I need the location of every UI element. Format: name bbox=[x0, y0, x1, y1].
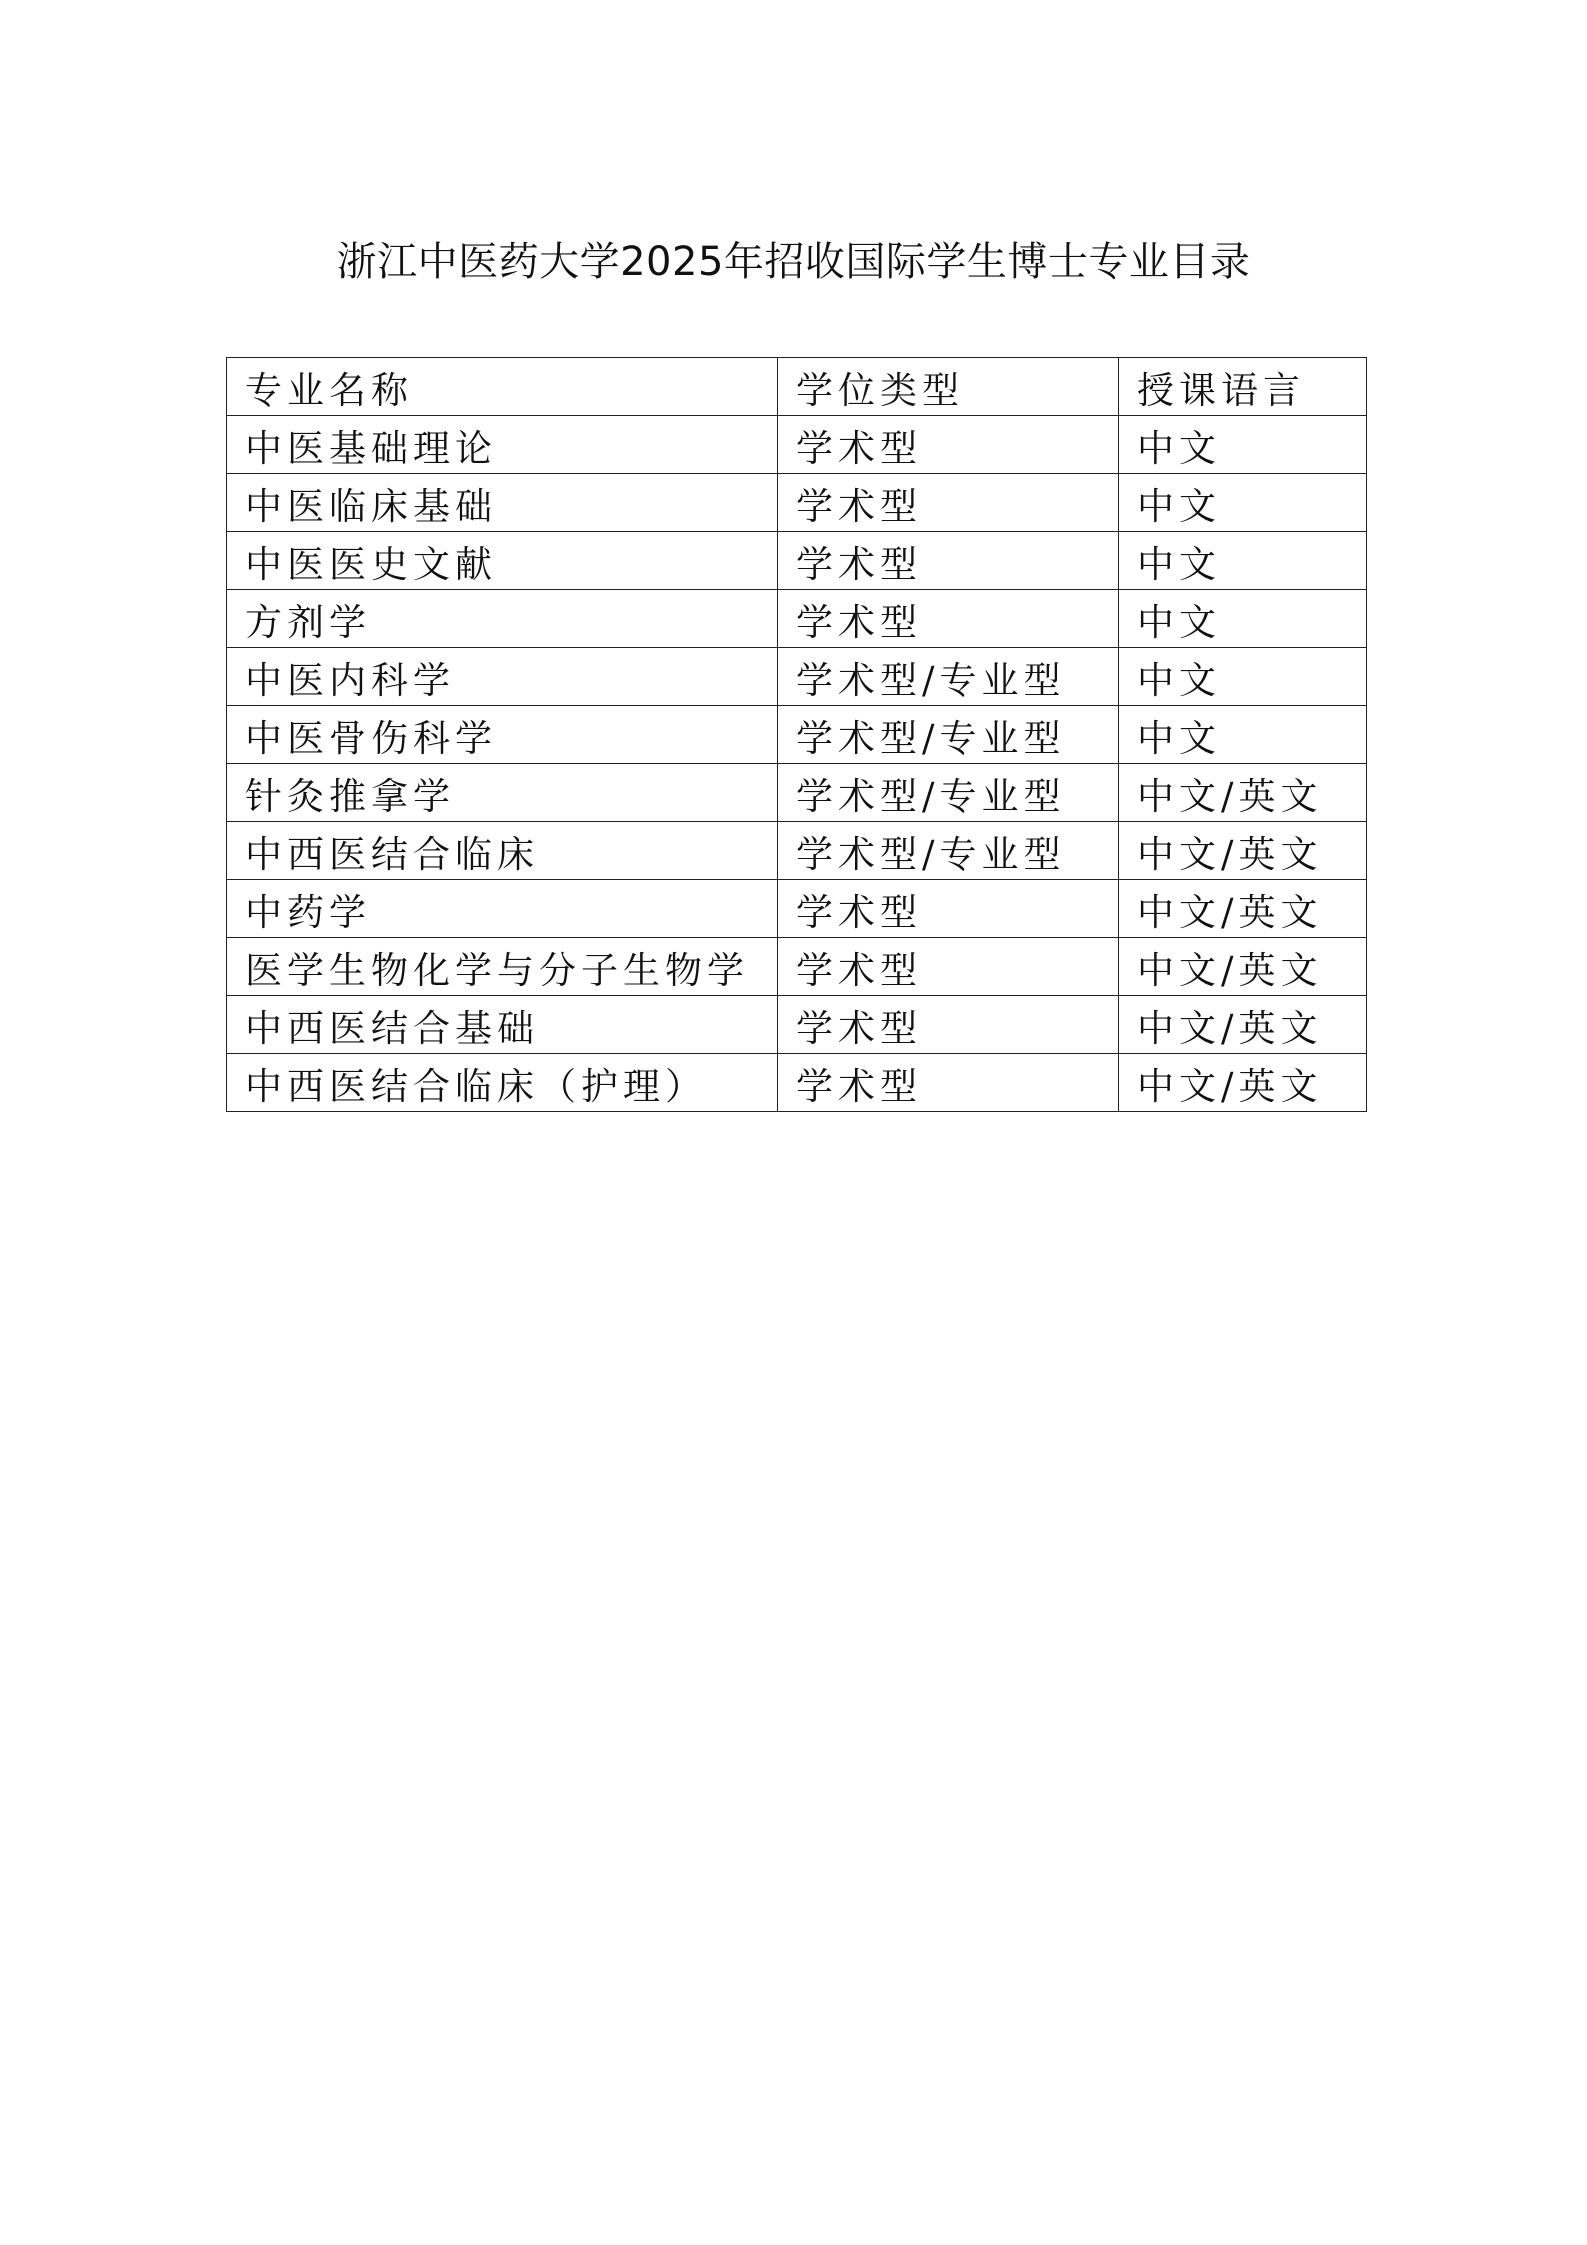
teaching-language-cell: 中文/英文 bbox=[1119, 1054, 1367, 1112]
degree-type-cell: 学术型/专业型 bbox=[778, 648, 1119, 706]
program-name-cell: 中西医结合临床 bbox=[227, 822, 778, 880]
teaching-language-cell: 中文 bbox=[1119, 590, 1367, 648]
program-name-cell: 中医骨伤科学 bbox=[227, 706, 778, 764]
degree-type-cell: 学术型 bbox=[778, 416, 1119, 474]
teaching-language-cell: 中文 bbox=[1119, 648, 1367, 706]
teaching-language-cell: 中文/英文 bbox=[1119, 880, 1367, 938]
header-degree-type: 学位类型 bbox=[778, 358, 1119, 416]
degree-type-cell: 学术型 bbox=[778, 996, 1119, 1054]
program-name-cell: 方剂学 bbox=[227, 590, 778, 648]
table-header-row bbox=[227, 358, 1367, 416]
degree-type-cell: 学术型 bbox=[778, 590, 1119, 648]
program-name-cell: 针灸推拿学 bbox=[227, 764, 778, 822]
teaching-language-cell: 中文/英文 bbox=[1119, 996, 1367, 1054]
page-title: 浙江中医药大学2025年招收国际学生博士专业目录 bbox=[336, 239, 1251, 285]
header-program-name: 专业名称 bbox=[227, 358, 778, 416]
degree-type-cell: 学术型 bbox=[778, 880, 1119, 938]
program-name-cell: 中医基础理论 bbox=[227, 416, 778, 474]
teaching-language-cell: 中文/英文 bbox=[1119, 822, 1367, 880]
table-row bbox=[227, 706, 1367, 764]
table-row bbox=[227, 416, 1367, 474]
degree-type-cell: 学术型/专业型 bbox=[778, 706, 1119, 764]
program-name-cell: 中医医史文献 bbox=[227, 532, 778, 590]
table-row bbox=[227, 880, 1367, 938]
program-name-cell: 中西医结合临床（护理） bbox=[227, 1054, 778, 1112]
teaching-language-cell: 中文/英文 bbox=[1119, 764, 1367, 822]
table-row bbox=[227, 764, 1367, 822]
teaching-language-cell: 中文 bbox=[1119, 474, 1367, 532]
program-name-cell: 中西医结合基础 bbox=[227, 996, 778, 1054]
table-row bbox=[227, 590, 1367, 648]
program-catalog-table bbox=[226, 357, 1367, 1112]
program-name-cell: 中医内科学 bbox=[227, 648, 778, 706]
program-name-cell: 中药学 bbox=[227, 880, 778, 938]
degree-type-cell: 学术型 bbox=[778, 938, 1119, 996]
degree-type-cell: 学术型 bbox=[778, 532, 1119, 590]
table-row bbox=[227, 532, 1367, 590]
degree-type-cell: 学术型/专业型 bbox=[778, 764, 1119, 822]
table-row bbox=[227, 822, 1367, 880]
teaching-language-cell: 中文 bbox=[1119, 532, 1367, 590]
table-row bbox=[227, 648, 1367, 706]
degree-type-cell: 学术型 bbox=[778, 1054, 1119, 1112]
program-name-cell: 中医临床基础 bbox=[227, 474, 778, 532]
table-row bbox=[227, 474, 1367, 532]
table-row bbox=[227, 1054, 1367, 1112]
teaching-language-cell: 中文/英文 bbox=[1119, 938, 1367, 996]
degree-type-cell: 学术型 bbox=[778, 474, 1119, 532]
table-row bbox=[227, 938, 1367, 996]
table-row bbox=[227, 996, 1367, 1054]
header-teaching-language: 授课语言 bbox=[1119, 358, 1367, 416]
program-name-cell: 医学生物化学与分子生物学 bbox=[227, 938, 778, 996]
degree-type-cell: 学术型/专业型 bbox=[778, 822, 1119, 880]
teaching-language-cell: 中文 bbox=[1119, 706, 1367, 764]
teaching-language-cell: 中文 bbox=[1119, 416, 1367, 474]
